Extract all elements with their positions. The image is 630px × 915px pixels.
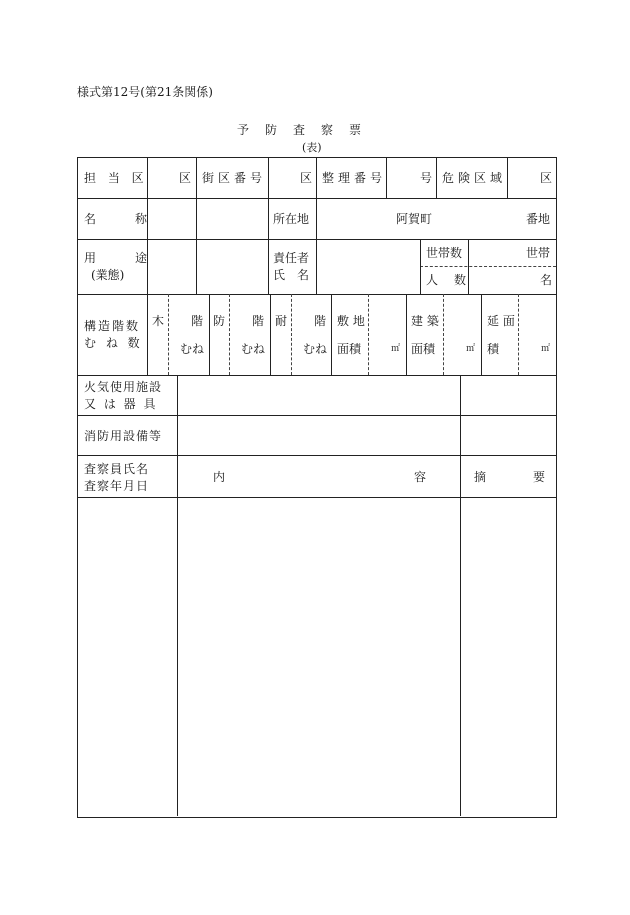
- col-divider: [270, 294, 271, 375]
- kiken-label: 危険区域: [442, 171, 507, 185]
- col-divider: [147, 157, 148, 375]
- col-divider: [209, 294, 210, 375]
- row-divider: [77, 455, 556, 456]
- tanto-label: 担 当 区: [84, 171, 148, 185]
- col-divider: [460, 375, 461, 816]
- col-divider: [196, 157, 197, 239]
- floor-unit: 階: [252, 314, 265, 328]
- structure-label: 構造階数: [84, 319, 141, 333]
- dashed-col-divider: [368, 294, 369, 375]
- row-divider: [77, 375, 556, 376]
- households-unit: 世帯: [526, 246, 551, 260]
- persons-label: 人 数: [426, 273, 469, 287]
- mune-unit: むね: [303, 342, 328, 356]
- total-floor-area-label: 延 面: [487, 314, 515, 328]
- col-divider: [331, 294, 332, 375]
- col-divider: [268, 239, 269, 294]
- total-floor-area-label-2: 積: [487, 342, 500, 356]
- persons-unit: 名: [540, 273, 553, 287]
- dashed-divider: [420, 266, 556, 267]
- mune-unit: むね: [241, 342, 266, 356]
- fire-defense-label: 消防用設備等: [84, 429, 163, 443]
- col-divider: [420, 239, 421, 294]
- fireproof-label: 防: [213, 314, 226, 328]
- inspection-date-label: 査察年月日: [84, 479, 150, 493]
- sqm-unit: ㎡: [466, 344, 476, 354]
- col-divider: [481, 294, 482, 375]
- form-title: 予 防 査 察 票: [237, 123, 364, 137]
- use-label: 用 途: [84, 251, 153, 265]
- building-area-label: 建 築: [411, 314, 439, 328]
- dashed-col-divider: [229, 294, 230, 375]
- banchi-unit: 番地: [526, 212, 551, 226]
- form-subtitle: (表): [302, 141, 322, 154]
- use-sub-label: (業態): [91, 268, 125, 282]
- responsible-name-label: 氏 名: [273, 268, 310, 282]
- col-divider: [436, 157, 437, 198]
- col-divider: [177, 375, 178, 816]
- town-name: 阿賀町: [396, 212, 433, 226]
- name-label: 名 称: [84, 212, 153, 226]
- dashed-col-divider: [443, 294, 444, 375]
- row-divider: [77, 415, 556, 416]
- mune-count-label: む ね 数: [84, 336, 143, 350]
- col-divider: [386, 157, 387, 198]
- dashed-col-divider: [291, 294, 292, 375]
- dashed-col-divider: [518, 294, 519, 375]
- col-divider: [196, 239, 197, 294]
- ku-unit: 区: [179, 171, 192, 185]
- row-divider: [77, 497, 556, 498]
- summary-label: 摘: [474, 470, 487, 484]
- sqm-unit: ㎡: [541, 344, 551, 354]
- col-divider: [507, 157, 508, 198]
- ku-unit: 区: [300, 171, 313, 185]
- floor-unit: 階: [314, 314, 327, 328]
- responsible-label: 責任者: [273, 251, 310, 265]
- content-label: 内: [213, 470, 226, 484]
- floor-unit: 階: [191, 314, 204, 328]
- col-divider: [316, 157, 317, 198]
- summary-label-2: 要: [533, 470, 546, 484]
- site-area-label-2: 面積: [337, 342, 362, 356]
- col-divider: [268, 157, 269, 239]
- fire-equipment-label: 火気使用施設: [84, 380, 163, 394]
- site-area-label: 敷 地: [337, 314, 365, 328]
- col-divider: [316, 198, 317, 294]
- seiri-label: 整理番号: [322, 171, 387, 185]
- households-label: 世帯数: [426, 246, 463, 260]
- building-area-label-2: 面積: [411, 342, 436, 356]
- fire-resistant-label: 耐: [275, 314, 288, 328]
- fire-equipment-label-2: 又 は 器 具: [84, 397, 158, 411]
- col-divider: [468, 239, 469, 294]
- row-divider: [77, 294, 556, 295]
- go-unit: 号: [420, 171, 433, 185]
- ku-unit: 区: [540, 171, 553, 185]
- form-number: 様式第12号(第21条関係): [77, 85, 213, 99]
- location-label: 所在地: [273, 212, 310, 226]
- sqm-unit: ㎡: [391, 344, 401, 354]
- gaiku-label: 街区番号: [202, 171, 267, 185]
- col-divider: [406, 294, 407, 375]
- inspector-name-label: 査察員氏名: [84, 462, 150, 476]
- mune-unit: むね: [180, 342, 205, 356]
- wood-label: 木: [152, 314, 165, 328]
- dashed-col-divider: [168, 294, 169, 375]
- content-label-2: 容: [414, 470, 427, 484]
